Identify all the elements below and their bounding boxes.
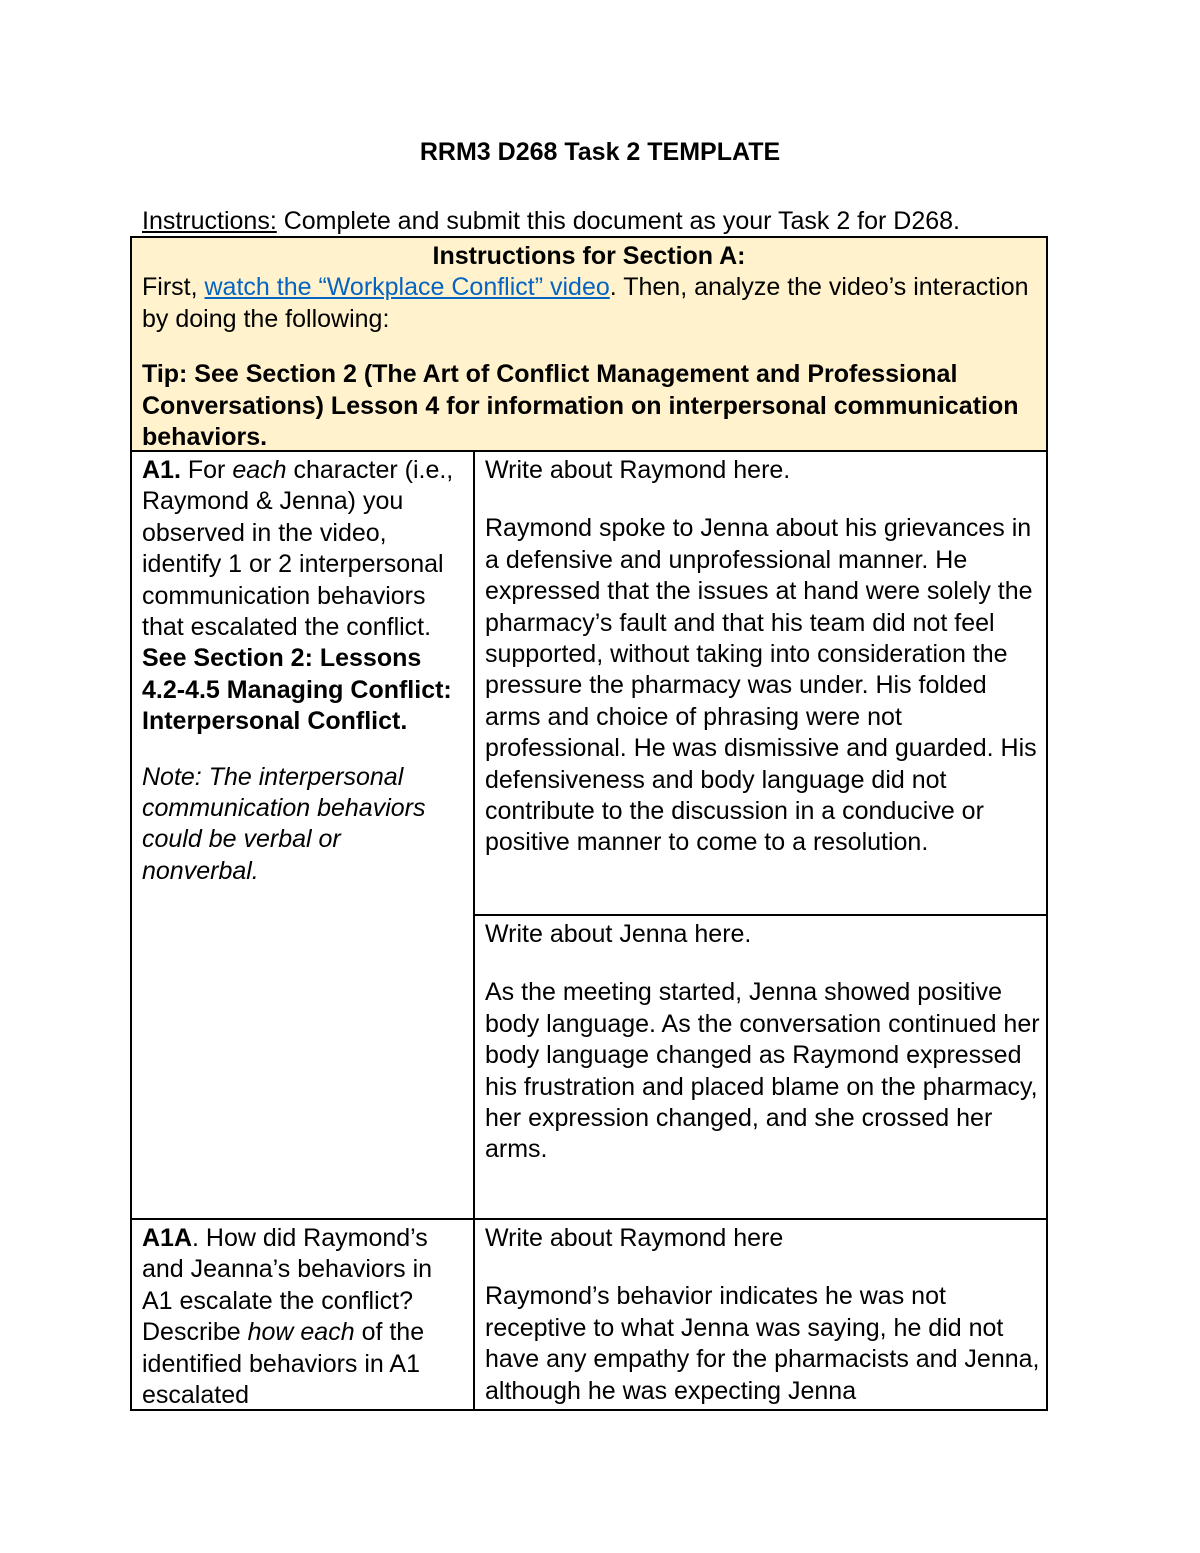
a1-jenna-answer[interactable]: As the meeting started, Jenna showed positive body language. As the conversation continued her body language changed as Raymond expressed his frustration and placed blame on the pharmacy, her expression changed, and she crossed her arms. <box>485 978 1040 1164</box>
a1-label: A1. <box>142 456 181 484</box>
a1-section-reference: See Section 2: Lessons 4.2-4.5 Managing Conflict: Interpersonal Conflict. <box>142 644 452 736</box>
a1a-raymond-cell[interactable] <box>473 1218 1048 1411</box>
a1-prompt-cell <box>130 450 475 1220</box>
a1a-prompt-cell <box>130 1218 475 1411</box>
a1-raymond-cell[interactable] <box>473 450 1048 916</box>
a1-jenna-cell[interactable] <box>473 914 1048 1220</box>
instruction-suffix: . Then, analyze the video’s interaction by doing the following: <box>142 273 1029 333</box>
section-a-header-cell <box>130 236 1048 452</box>
a1a-raymond-prompt: Write about Raymond here <box>485 1224 784 1252</box>
a1-note: Note: The interpersonal communication behaviors could be verbal or nonverbal. <box>142 762 426 885</box>
a1-raymond-answer[interactable]: Raymond spoke to Jenna about his grievances in a defensive and unprofessional manner. He expressed that the issues at hand were solely the pharmacy’s fault and that his team did not feel supported, without taking into consideration the pressure the pharmacy was under. His folded arms and choice of phrasing were not professional. He was dismissive and guarded. His defensiveness and body language did not contribute to the discussion in a conducive or positive manner to come to a resolution. <box>485 514 1037 857</box>
workplace-conflict-video-link[interactable]: watch the “Workplace Conflict” video <box>204 273 610 302</box>
task-table <box>130 236 1048 1411</box>
instructions-text: Complete and submit this document as your Task 2 for D268. <box>276 207 960 235</box>
a1-jenna-prompt: Write about Jenna here. <box>485 920 752 948</box>
section-a-tip: Tip: See Section 2 (The Art of Conflict Management and Professional Conversations) Lesson 4 for information on interpersonal communication behaviors. <box>142 360 1019 452</box>
a1-prompt: A1. For each character (i.e., Raymond & Jenna) you observed in the video, identify 1 or 2 interpersonal communication behaviors that escalated the conflict. <box>142 456 454 642</box>
section-a-instruction <box>142 272 1036 335</box>
section-a-heading: Instructions for Section A: <box>432 242 746 270</box>
a1a-label: A1A <box>142 1224 193 1252</box>
instructions-line <box>142 205 1062 237</box>
a1a-raymond-answer[interactable]: Raymond’s behavior indicates he was not receptive to what Jenna was saying, he did not have any empathy for the pharmacists and Jenna, although he was expecting Jenna <box>485 1282 1040 1405</box>
a1a-prompt: A1A. How did Raymond’s and Jeanna’s behaviors in A1 escalate the conflict? Describe how each of the identified behaviors in A1 escalated <box>142 1224 433 1410</box>
a1-raymond-prompt: Write about Raymond here. <box>485 456 791 484</box>
document-title: RRM3 D268 Task 2 TEMPLATE <box>419 138 781 166</box>
instructions-label: Instructions: <box>142 207 277 235</box>
instruction-prefix: First, <box>142 273 205 302</box>
